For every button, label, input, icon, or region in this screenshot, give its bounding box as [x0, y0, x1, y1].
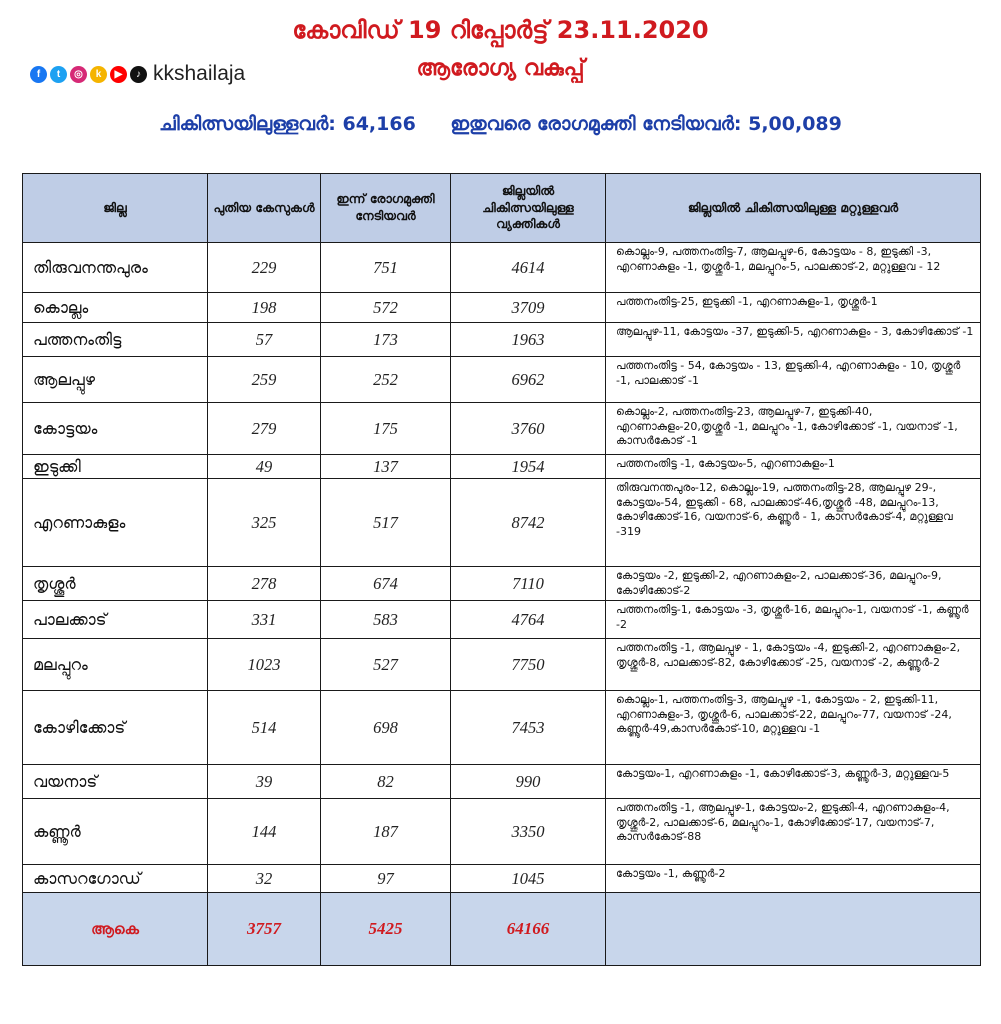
total-active: 64166 [451, 893, 606, 966]
district-cell: മലപ്പുറം [23, 639, 208, 691]
others-cell: ആലപ്പുഴ-11, കോട്ടയം -37, ഇടുക്കി-5, എറണാകുളം - 3, കോഴിക്കോട് -1 [606, 323, 981, 357]
new-cases-cell: 514 [208, 691, 321, 765]
others-cell: പത്തനംതിട്ട-1, കോട്ടയം -3, തൃശ്ശൂർ-16, മലപ്പുറം-1, വയനാട് -1, കണ്ണൂർ -2 [606, 601, 981, 639]
new-cases-cell: 198 [208, 293, 321, 323]
active-cell: 1045 [451, 865, 606, 893]
others-cell: കൊല്ലം-1, പത്തനംതിട്ട-3, ആലപ്പുഴ -1, കോട്ടയം - 2, ഇടുക്കി-11, എറണാകുളം-3, തൃശ്ശൂർ-6, പാലക്കാട്-22, മലപ്പുറം-77, വയനാട് -24, കണ്ണൂർ-49,കാസർകോട്-10, മറ്റുള്ളവ -1 [606, 691, 981, 765]
active-cell: 1954 [451, 455, 606, 479]
district-cell: കൊല്ലം [23, 293, 208, 323]
table-row [23, 865, 981, 893]
recovered-cell: 527 [321, 639, 451, 691]
header-recovered-today: ഇന്ന് രോഗമുക്തി നേടിയവർ [321, 174, 451, 243]
recovered-cell: 698 [321, 691, 451, 765]
recovered-cell: 572 [321, 293, 451, 323]
header-district: ജില്ല [23, 174, 208, 243]
new-cases-cell: 259 [208, 357, 321, 403]
district-cell: ആലപ്പുഴ [23, 357, 208, 403]
new-cases-cell: 331 [208, 601, 321, 639]
district-cell: ഇടുക്കി [23, 455, 208, 479]
district-cell: വയനാട് [23, 765, 208, 799]
active-cell: 7110 [451, 567, 606, 601]
others-cell: കോട്ടയം-1, എറണാകുളം -1, കോഴിക്കോട്-3, കണ്ണൂർ-3, മറ്റുള്ളവ-5 [606, 765, 981, 799]
table-body [23, 243, 981, 966]
district-cell: കോഴിക്കോട് [23, 691, 208, 765]
others-cell: കൊല്ലം-9, പത്തനംതിട്ട-7, ആലപ്പുഴ-6, കോട്ടയം - 8, ഇടുക്കി -3, എറണാകുളം -1, തൃശ്ശൂർ-1, മലപ്പുറം-5, പാലക്കാട്-2, മറ്റുള്ളവ - 12 [606, 243, 981, 293]
instagram-icon: ◎ [70, 66, 87, 83]
active-cell: 990 [451, 765, 606, 799]
report-title: കോവിഡ് 19 റിപ്പോർട്ട് 23.11.2020 [292, 16, 709, 44]
district-cell: തൃശ്ശൂർ [23, 567, 208, 601]
total-others-empty [606, 893, 981, 966]
total-label: ആകെ [23, 893, 208, 966]
header-active-in-district: ജില്ലയിൽ ചികിത്സയിലുള്ള വ്യക്തികൾ [451, 174, 606, 243]
new-cases-cell: 229 [208, 243, 321, 293]
recovered-cell: 175 [321, 403, 451, 455]
facebook-icon: f [30, 66, 47, 83]
active-cell: 1963 [451, 323, 606, 357]
active-cell: 7453 [451, 691, 606, 765]
social-handle: kkshailaja [153, 62, 246, 85]
others-cell: കൊല്ലം-2, പത്തനംതിട്ട-23, ആലപ്പുഴ-7, ഇടുക്കി-40, എറണാകുളം-20,തൃശ്ശൂർ -1, മലപ്പുറം -1, കോഴിക്കോട് -1, വയനാട് -1, കാസർകോട് -1 [606, 403, 981, 455]
district-cell: തിരുവനന്തപുരം [23, 243, 208, 293]
active-cell: 3760 [451, 403, 606, 455]
table-header-row [23, 174, 981, 243]
active-cell: 4614 [451, 243, 606, 293]
recovered-cell: 517 [321, 479, 451, 567]
others-cell: പത്തനംതിട്ട -1, കോട്ടയം-5, എറണാകുളം-1 [606, 455, 981, 479]
others-cell: പത്തനംതിട്ട - 54, കോട്ടയം - 13, ഇടുക്കി-4, എറണാകുളം - 10, തൃശ്ശൂർ -1, പാലക്കാട് -1 [606, 357, 981, 403]
twitter-icon: t [50, 66, 67, 83]
table-row [23, 357, 981, 403]
active-cell: 3709 [451, 293, 606, 323]
new-cases-cell: 1023 [208, 639, 321, 691]
table-row [23, 293, 981, 323]
table-row [23, 601, 981, 639]
new-cases-cell: 49 [208, 455, 321, 479]
table-row [23, 639, 981, 691]
total-row [23, 893, 981, 966]
recovered-cell: 82 [321, 765, 451, 799]
district-cell: പത്തനംതിട്ട [23, 323, 208, 357]
koo-icon: k [90, 66, 107, 83]
recovered-cell: 674 [321, 567, 451, 601]
recovered-cell: 173 [321, 323, 451, 357]
total-recovered: 5425 [321, 893, 451, 966]
total-new-cases: 3757 [208, 893, 321, 966]
active-cell: 4764 [451, 601, 606, 639]
others-cell: പത്തനംതിട്ട-25, ഇടുക്കി -1, എറണാകുളം-1, തൃശ്ശൂർ-1 [606, 293, 981, 323]
table-row [23, 455, 981, 479]
table-row [23, 691, 981, 765]
recovered-cell: 252 [321, 357, 451, 403]
header-new-cases: പുതിയ കേസുകൾ [208, 174, 321, 243]
recovered-cell: 97 [321, 865, 451, 893]
summary-stats [0, 113, 1001, 135]
others-cell: തിരുവനന്തപുരം-12, കൊല്ലം-19, പത്തനംതിട്ട-28, ആലപ്പുഴ 29-, കോട്ടയം-54, ഇടുക്കി - 68, പാലക്കാട്-46,തൃശ്ശൂർ -48, മലപ്പുറം-13, കോഴിക്കോട്-16, വയനാട്-6, കണ്ണൂർ - 1, കാസർകോട്-4, മറ്റുള്ളവ -319 [606, 479, 981, 567]
active-cell: 7750 [451, 639, 606, 691]
active-cases-stat: ചികിത്സയിലുള്ളവർ: 64,166 [159, 113, 416, 135]
header-others-in-district: ജില്ലയിൽ ചികിത്സയിലുള്ള മറ്റുള്ളവർ [606, 174, 981, 243]
others-cell: കോട്ടയം -2, ഇടുക്കി-2, എറണാകുളം-2, പാലക്കാട്-36, മലപ്പുറം-9, കോഴിക്കോട്-2 [606, 567, 981, 601]
new-cases-cell: 39 [208, 765, 321, 799]
new-cases-cell: 278 [208, 567, 321, 601]
active-cell: 3350 [451, 799, 606, 865]
active-cell: 8742 [451, 479, 606, 567]
new-cases-cell: 57 [208, 323, 321, 357]
district-cell: കണ്ണൂർ [23, 799, 208, 865]
recovered-cell: 583 [321, 601, 451, 639]
table-row [23, 403, 981, 455]
district-cell: കോട്ടയം [23, 403, 208, 455]
recovered-cell: 137 [321, 455, 451, 479]
others-cell: കോട്ടയം -1, കണ്ണൂർ-2 [606, 865, 981, 893]
youtube-icon: ▶ [110, 66, 127, 83]
recovered-total-stat: ഇതുവരെ രോഗമുക്തി നേടിയവർ: 5,00,089 [450, 113, 842, 135]
department-subtitle: ആരോഗ്യ വകുപ്പ് [416, 56, 585, 81]
district-cell: കാസറഗോഡ് [23, 865, 208, 893]
recovered-cell: 187 [321, 799, 451, 865]
active-cell: 6962 [451, 357, 606, 403]
new-cases-cell: 279 [208, 403, 321, 455]
new-cases-cell: 325 [208, 479, 321, 567]
table-row [23, 479, 981, 567]
table-row [23, 765, 981, 799]
table-row [23, 567, 981, 601]
others-cell: പത്തനംതിട്ട -1, ആലപ്പുഴ-1, കോട്ടയം-2, ഇടുക്കി-4, എറണാകുളം-4, തൃശ്ശൂർ-2, പാലക്കാട്-6, മലപ്പുറം-1, കോഴിക്കോട്-17, വയനാട്-7, കാസർകോട്-88 [606, 799, 981, 865]
new-cases-cell: 144 [208, 799, 321, 865]
tiktok-icon: ♪ [130, 66, 147, 83]
district-cell: എറണാകുളം [23, 479, 208, 567]
recovered-cell: 751 [321, 243, 451, 293]
table-row [23, 799, 981, 865]
district-cell: പാലക്കാട് [23, 601, 208, 639]
social-bar [30, 62, 245, 86]
new-cases-cell: 32 [208, 865, 321, 893]
table-row [23, 323, 981, 357]
table-row [23, 243, 981, 293]
others-cell: പത്തനംതിട്ട -1, ആലപ്പുഴ - 1, കോട്ടയം -4, ഇടുക്കി-2, എറണാകുളം-2, തൃശ്ശൂർ-8, പാലക്കാട്-82, കോഴിക്കോട് -25, വയനാട് -2, കണ്ണൂർ-2 [606, 639, 981, 691]
district-table [22, 173, 981, 966]
